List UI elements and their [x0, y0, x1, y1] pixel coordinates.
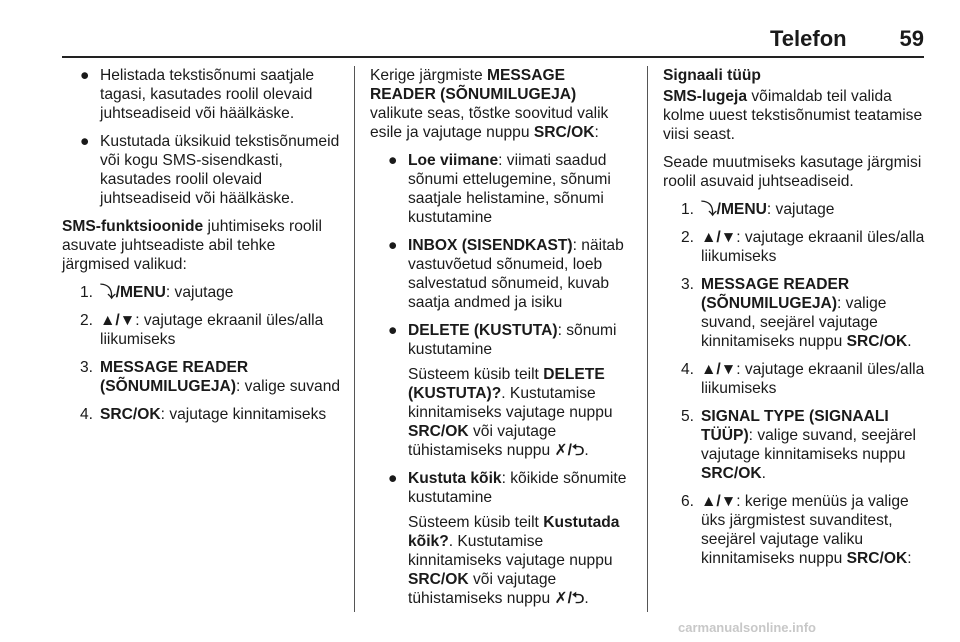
- column-divider: [354, 66, 355, 612]
- list-item: 1. ⤵/MENU: vajutage: [80, 284, 234, 301]
- column-2: [370, 66, 632, 617]
- list-item: ● Kustutada üksikuid tekstisõnumeid või kogu SMS-sisendkasti, kasutades roolil olevaid juhtseadiseid või häälkäske.: [80, 133, 340, 207]
- list-item: 3. MESSAGE READER (SÕNUMILUGEJA): valige suvand, seejärel vajutage kinnitamiseks nuppu SRC/OK.: [681, 276, 912, 350]
- column-3: [663, 66, 925, 577]
- mute-back-icon: ✗/⮌: [554, 590, 585, 607]
- feature-bullet-list: [62, 66, 342, 208]
- list-item: 2. ▲/▼: vajutage ekraanil üles/alla liikumiseks: [80, 312, 324, 348]
- steps-list: [663, 200, 925, 568]
- list-item: 4. ▲/▼: vajutage ekraanil üles/alla liikumiseks: [681, 361, 925, 397]
- page-number: 59: [899, 26, 924, 51]
- intro-paragraph: Kerige järgmiste MESSAGE READER (SÕNUMILUGEJA) valikute seas, tõstke soovitud valik esile ja vajutage nuppu SRC/OK:: [370, 67, 609, 141]
- intro-paragraph: SMS-funktsioonide juhtimiseks roolil asuvate juhtseadiste abil tehke järgmised valikud:: [62, 218, 322, 273]
- list-item: ● Kustuta kõik: kõikide sõnumite kustutamine Süsteem küsib teilt Kustutada kõik?. Kustutamise kinnitamiseks vajutage nuppu SRC/OK või vajutage tühistamiseks nuppu ✗/⮌.: [370, 469, 632, 608]
- sub-paragraph: Süsteem küsib teilt DELETE (KUSTUTA)?. Kustutamise kinnitamiseks vajutage nuppu SRC/OK või vajutage tühistamiseks nuppu ✗/⮌.: [408, 366, 613, 459]
- steps-list: [62, 283, 342, 424]
- bullet-icon: ●: [388, 237, 398, 254]
- paragraph: Seade muutmiseks kasutage järgmisi roolil asuvaid juhtseadiseid.: [663, 154, 922, 190]
- watermark: carmanualsonline.info: [678, 620, 816, 635]
- list-item: 3. MESSAGE READER (SÕNUMILUGEJA): valige suvand: [80, 359, 341, 395]
- sub-paragraph: Süsteem küsib teilt Kustutada kõik?. Kustutamise kinnitamiseks vajutage nuppu SRC/OK või vajutage tühistamiseks nuppu ✗/⮌.: [408, 514, 620, 607]
- page-header: [0, 0, 960, 60]
- options-bullet-list: [370, 151, 632, 608]
- menu-icon: ⤵: [701, 201, 717, 218]
- list-item: 6. ▲/▼: kerige menüüs ja valige üks järgmistest suvanditest, seejärel vajutage valiku kinnitamiseks nuppu SRC/OK:: [681, 493, 912, 567]
- bullet-icon: ●: [80, 133, 90, 150]
- list-item: 4. SRC/OK: vajutage kinnitamiseks: [80, 406, 327, 423]
- mute-back-icon: ✗/⮌: [554, 442, 585, 459]
- bullet-icon: ●: [80, 67, 90, 84]
- list-item: 2. ▲/▼: vajutage ekraanil üles/alla liikumiseks: [681, 229, 925, 265]
- page-title: Telefon: [770, 26, 847, 51]
- list-item: 1. ⤵/MENU: vajutage: [681, 201, 835, 218]
- column-divider: [647, 66, 648, 612]
- column-1: [62, 66, 342, 433]
- bullet-icon: ●: [388, 470, 398, 487]
- header-rule: [62, 56, 924, 58]
- bullet-icon: ●: [388, 152, 398, 169]
- section-heading: Signaali tüüp: [663, 67, 761, 84]
- menu-icon: ⤵: [100, 284, 116, 301]
- list-item: 5. SIGNAL TYPE (SIGNAALI TÜÜP): valige suvand, seejärel vajutage kinnitamiseks nuppu SRC/OK.: [681, 408, 916, 482]
- list-item: ● Loe viimane: viimati saadud sõnumi ettelugemine, sõnumi saatjale helistamine, sõnumi kustutamine: [388, 152, 611, 226]
- list-item: ● INBOX (SISENDKAST): näitab vastuvõetud sõnumeid, loeb salvestatud sõnumeid, kuvab saatja andmed ja isiku: [388, 237, 624, 311]
- paragraph: SMS-lugeja võimaldab teil valida kolme uuest tekstisõnumist teatamise viisi seast.: [663, 88, 923, 143]
- list-item: ● Helistada tekstisõnumi saatjale tagasi, kasutades roolil olevaid juhtseadiseid või häälkäske.: [80, 67, 315, 122]
- list-item: ● DELETE (KUSTUTA): sõnumi kustutamine Süsteem küsib teilt DELETE (KUSTUTA)?. Kustutamise kinnitamiseks vajutage nuppu SRC/OK või vajutage tühistamiseks nuppu ✗/⮌.: [370, 321, 632, 460]
- bullet-icon: ●: [388, 322, 398, 339]
